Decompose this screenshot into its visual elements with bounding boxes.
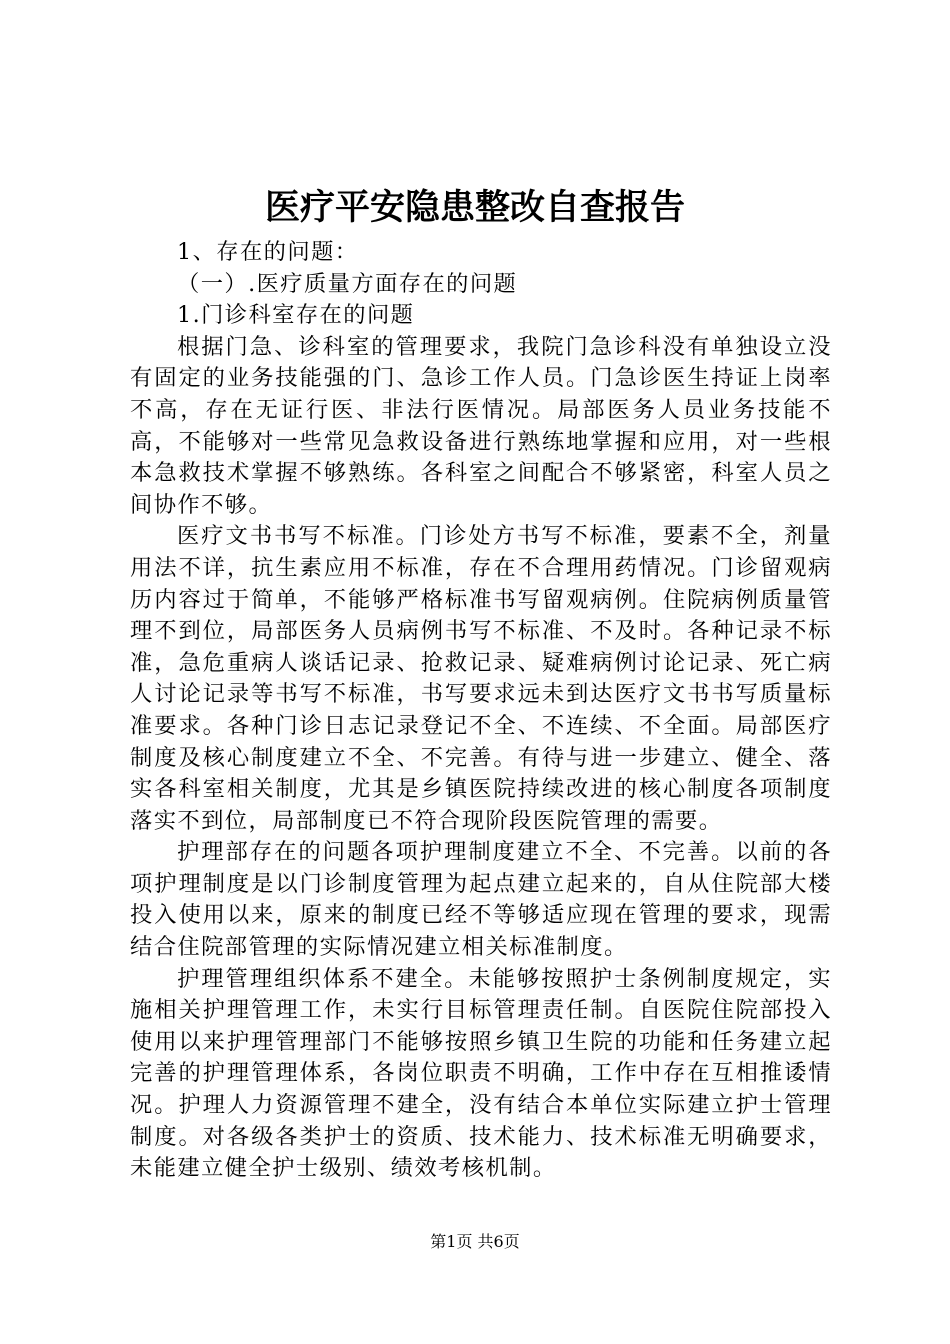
body-paragraph: 护理管理组织体系不建全。未能够按照护士条例制度规定，实施相关护理管理工作，未实行目标管理责任制。自医院住院部投入使用以来护理管理部门不能够按照乡镇卫生院的功能和任务建立起完善的护理管理体系，各岗位职责不明确，工作中存在互相推诿情况。护理人力资源管理不建全，没有结合本单位实际建立护士管理制度。对各级各类护士的资质、技术能力、技术标准无明确要求，未能建立健全护士级别、绩效考核机制。 xyxy=(130,965,832,1182)
document-body xyxy=(130,237,832,1185)
document-title: 医疗平安隐患整改自查报告 xyxy=(264,187,685,228)
item-heading: 1.门诊科室存在的问题 xyxy=(177,302,415,329)
page-number-footer: 第1页 共6页 xyxy=(430,1232,520,1251)
section-heading: 1、存在的问题： xyxy=(177,239,359,265)
body-paragraph: 护理部存在的问题各项护理制度建立不全、不完善。以前的各项护理制度是以门诊制度管理为起点建立起来的，自从住院部大楼投入使用以来，原来的制度已经不等够适应现在管理的要求，现需结合住院部管理的实际情况建立相关标准制度。 xyxy=(130,839,832,961)
body-paragraph: 根据门急、诊科室的管理要求，我院门急诊科没有单独设立没有固定的业务技能强的门、急诊工作人员。门急诊医生持证上岗率不高，存在无证行医、非法行医情况。局部医务人员业务技能不高，不能够对一些常见急救设备进行熟练地掌握和应用，对一些根本急救技术掌握不够熟练。各科室之间配合不够紧密，科室人员之间协作不够。 xyxy=(130,333,832,518)
subsection-heading: （一）.医疗质量方面存在的问题 xyxy=(177,270,518,297)
body-paragraph: 医疗文书书写不标准。门诊处方书写不标准，要素不全，剂量用法不详，抗生素应用不标准，存在不合理用药情况。门诊留观病历内容过于简单，不能够严格标准书写留观病例。住院病例质量管理不到位，局部医务人员病例书写不标准、不及时。各种记录不标准，急危重病人谈话记录、抢救记录、疑难病例讨论记录、死亡病人讨论记录等书写不标准，书写要求远未到达医疗文书书写质量标准要求。各种门诊日志记录登记不全、不连续、不全面。局部医疗制度及核心制度建立不全、不完善。有待与进一步建立、健全、落实各科室相关制度，尤其是乡镇医院持续改进的核心制度各项制度落实不到位，局部制度已不符合现阶段医院管理的需要。 xyxy=(130,523,832,834)
